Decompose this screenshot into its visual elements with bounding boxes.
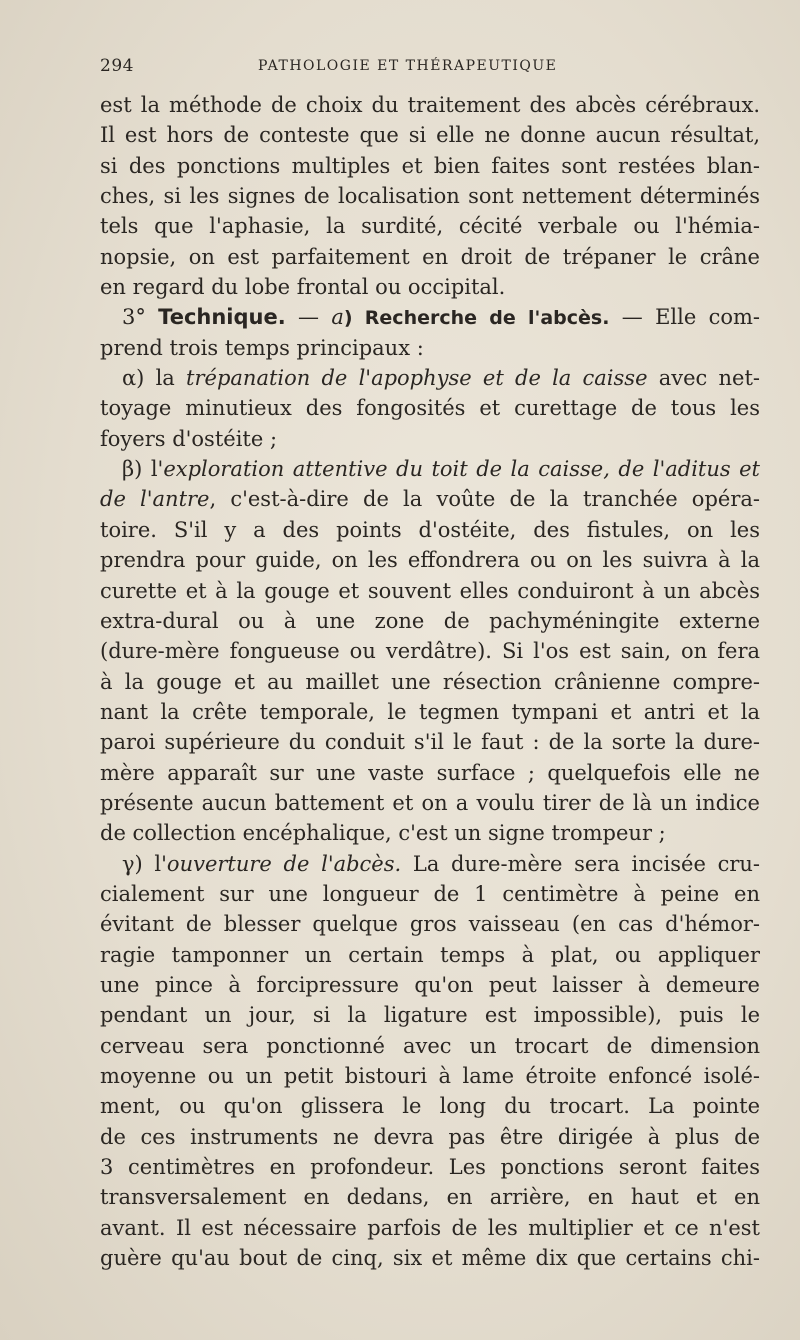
page-number: 294 [100,56,134,76]
list-marker: γ) l' [122,851,167,876]
text-line: 3 centimètres en profondeur. Les ponctions seront faites [100,1155,760,1180]
text-line: est la méthode de choix du traitement des abcès cérébraux. [100,93,760,117]
text-run: La dure-mère sera incisée cru- [401,851,760,876]
text-line: à la gouge et au maillet une résection crânienne compre- [100,669,760,694]
text-line: ment, ou qu'on glissera le long du trocart. La pointe [100,1094,760,1119]
text-line: si des ponctions multiples et bien faites sont restées blan- [100,153,760,178]
text-line: en regard du lobe frontal ou occipital. [100,275,506,300]
text-line: curette et à la gouge et souvent elles conduiront à un abcès [100,578,760,603]
text-line: prendra pour guide, on les effondrera ou on les suivra à la [100,548,760,573]
text-line: avant. Il est nécessaire parfois de les multiplier et ce n'est [100,1215,760,1240]
text-line: paroi supérieure du conduit s'il le faut : de la sorte la dure- [100,730,760,755]
text-line: nant la crête temporale, le tegmen tympani et antri et la [100,699,760,724]
text-run: avec net- [647,366,760,391]
text-line: présente aucun battement et on a voulu tirer de là un indice [100,790,760,815]
text-line: Il est hors de conteste que si elle ne donne aucun résultat, [100,123,760,148]
running-title: PATHOLOGIE ET THÉRAPEUTIQUE [258,58,558,74]
italic-run: de l'antre [100,487,210,512]
text-line: mère apparaît sur une vaste surface ; quelquefois elle ne [100,760,760,785]
text-line: tels que l'aphasie, la surdité, cécité verbale ou l'hémia- [100,214,760,239]
text-line: prend trois temps principaux : [100,335,424,360]
section-heading: Technique. [158,305,286,330]
text-line [100,363,760,393]
text-line: foyers d'ostéite ; [100,426,278,451]
text-run: — Elle com- [609,305,760,330]
list-marker: α) la [122,366,187,391]
subsection-heading: ) Recherche de l'abcès. [343,307,610,330]
text-line: transversalement en dedans, en arrière, en haut et en [100,1185,760,1210]
section-number: 3° [122,305,159,330]
heading-dash: — [285,305,332,330]
body-text [100,90,760,1273]
text-line: moyenne ou un petit bistouri à lame étroite enfoncé isolé- [100,1064,760,1088]
text-line: cerveau sera ponctionné avec un trocart de dimension [100,1033,760,1058]
text-line: de collection encéphalique, c'est un signe trompeur ; [100,821,666,846]
list-marker: β) l' [122,457,164,482]
text-line: extra-dural ou à une zone de pachyméningite externe [100,608,760,633]
text-line: une pince à forcipressure qu'on peut laisser à demeure [100,972,760,997]
italic-run: trépanation de l'apophyse et de la caisse [186,366,648,391]
subsection-letter: a [331,305,344,330]
text-line: pendant un jour, si la ligature est impossible), puis le [100,1003,760,1028]
text-line: de ces instruments ne devra pas être dirigée à plus de [100,1124,760,1149]
text-line: toyage minutieux des fongosités et curettage de tous les [100,396,760,421]
text-line: guère qu'au bout de cinq, six et même dix que certains chi- [100,1246,760,1271]
text-line: (dure-mère fongueuse ou verdâtre). Si l'os est sain, on fera [100,639,760,664]
text-run: , c'est-à-dire de la voûte de la tranchée opéra- [209,487,760,512]
text-line: ragie tamponner un certain temps à plat, ou appliquer [100,942,760,967]
text-line: toire. S'il y a des points d'ostéite, des fistules, on les [100,517,760,542]
running-head [100,56,760,84]
text-line: ches, si les signes de localisation sont nettement déterminés [100,184,760,209]
text-line [100,849,760,879]
italic-run: ouverture de l'abcès. [166,851,402,876]
text-line [100,454,760,484]
text-line: nopsie, on est parfaitement en droit de trépaner le crâne [100,244,760,269]
text-line: cialement sur une longueur de 1 centimètre à peine en [100,881,760,906]
text-line: évitant de blesser quelque gros vaisseau (en cas d'hémor- [100,912,760,937]
italic-run: exploration attentive du toit de la caisse, de l'aditus et [163,457,760,482]
section-heading-line [100,302,760,332]
text-line [100,484,760,514]
